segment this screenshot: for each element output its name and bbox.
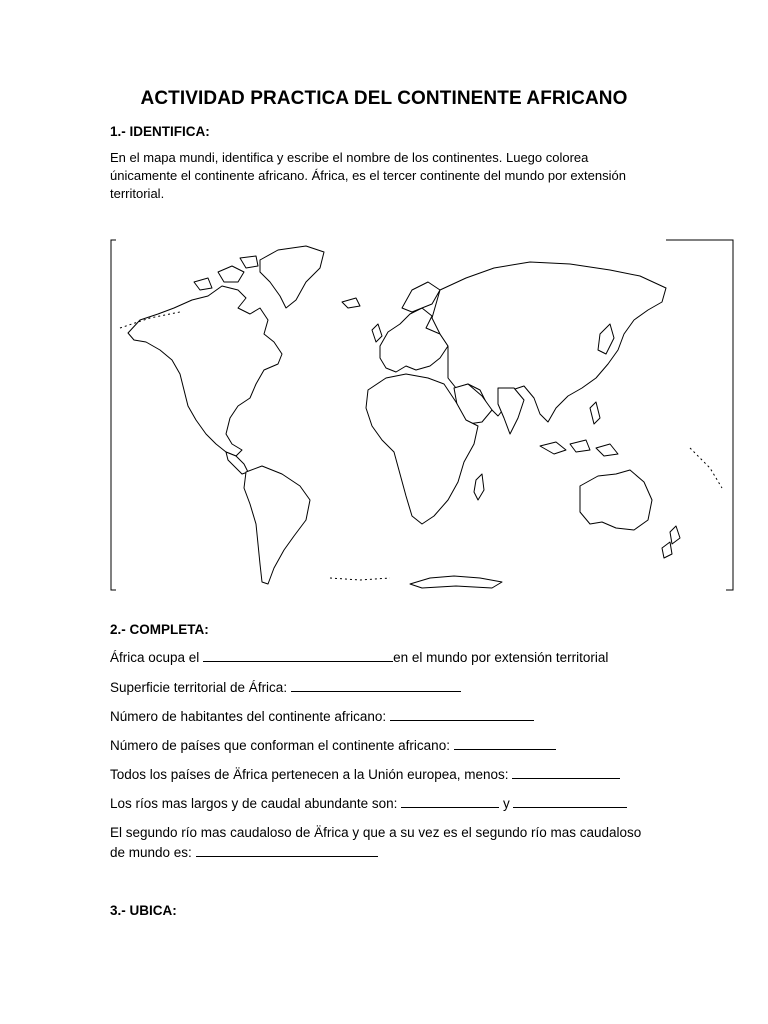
map-frame-left-bracket	[111, 240, 116, 590]
question-text: Todos los países de Äfrica pertenecen a la Unión europea, menos:	[110, 767, 513, 782]
new-zealand-outline	[662, 542, 672, 558]
pacific-islands-dots	[690, 448, 722, 488]
antarctica-outline	[410, 576, 502, 588]
philippines-outline	[590, 402, 600, 424]
question-text: de mundo es:	[110, 845, 196, 860]
question-text: El segundo río mas caudaloso de Äfrica y que a su vez es el segundo río mas caudaloso	[110, 825, 642, 840]
instruction-line: territorial.	[110, 186, 165, 201]
answer-blank[interactable]	[512, 765, 620, 779]
instruction-line: únicamente el continente africano. África, es el tercer continente del mundo por extensión	[110, 168, 626, 183]
question-text: Los ríos mas largos y de caudal abundante son:	[110, 796, 402, 811]
question-5	[110, 765, 710, 785]
answer-blank[interactable]	[513, 794, 627, 808]
answer-blank[interactable]	[401, 794, 499, 808]
section-1-instructions	[110, 149, 670, 203]
world-map-outline	[110, 238, 734, 592]
question-7	[110, 823, 710, 863]
answer-blank[interactable]	[196, 843, 378, 857]
indonesia-outline	[570, 440, 590, 452]
question-text: África ocupa el	[110, 650, 204, 665]
question-text: Número de países que conforman el continente africano:	[110, 738, 454, 753]
answer-blank[interactable]	[390, 707, 534, 721]
indonesia-outline	[596, 444, 618, 456]
section-3-heading: 3.- UBICA:	[110, 903, 177, 918]
page-title: ACTIVIDAD PRACTICA DEL CONTINENTE AFRICANO	[140, 88, 628, 109]
question-text: Superficie territorial de África:	[110, 680, 291, 695]
instruction-line: En el mapa mundi, identifica y escribe el nombre de los continentes. Luego colorea	[110, 150, 589, 165]
australia-outline	[580, 470, 652, 530]
madagascar-outline	[474, 474, 484, 500]
north-america-outline	[128, 286, 282, 456]
scandinavia-outline	[402, 282, 440, 312]
greenland-outline	[260, 246, 324, 308]
question-1	[110, 648, 710, 668]
arctic-island-outline	[194, 278, 212, 290]
question-3	[110, 707, 710, 727]
south-ocean-dots	[330, 578, 390, 580]
section-1-heading: 1.- IDENTIFICA:	[110, 124, 210, 139]
question-text: Número de habitantes del continente africano:	[110, 709, 390, 724]
question-4	[110, 736, 710, 756]
answer-blank[interactable]	[203, 648, 393, 662]
question-text: en el mundo por extensión territorial	[393, 650, 609, 665]
india-outline	[498, 388, 524, 434]
answer-blank[interactable]	[454, 736, 556, 750]
indonesia-outline	[540, 442, 566, 454]
arctic-island-outline	[240, 256, 258, 268]
answer-blank[interactable]	[291, 678, 461, 692]
question-6	[110, 794, 710, 814]
section-2-heading: 2.- COMPLETA:	[110, 622, 209, 637]
arctic-island-outline	[218, 266, 244, 282]
new-zealand-outline	[670, 526, 680, 544]
world-map-svg	[110, 238, 734, 592]
iceland-outline	[342, 298, 360, 308]
british-isles-outline	[372, 324, 382, 342]
south-america-outline	[244, 466, 310, 584]
question-2	[110, 678, 710, 698]
question-text: y	[499, 796, 514, 811]
